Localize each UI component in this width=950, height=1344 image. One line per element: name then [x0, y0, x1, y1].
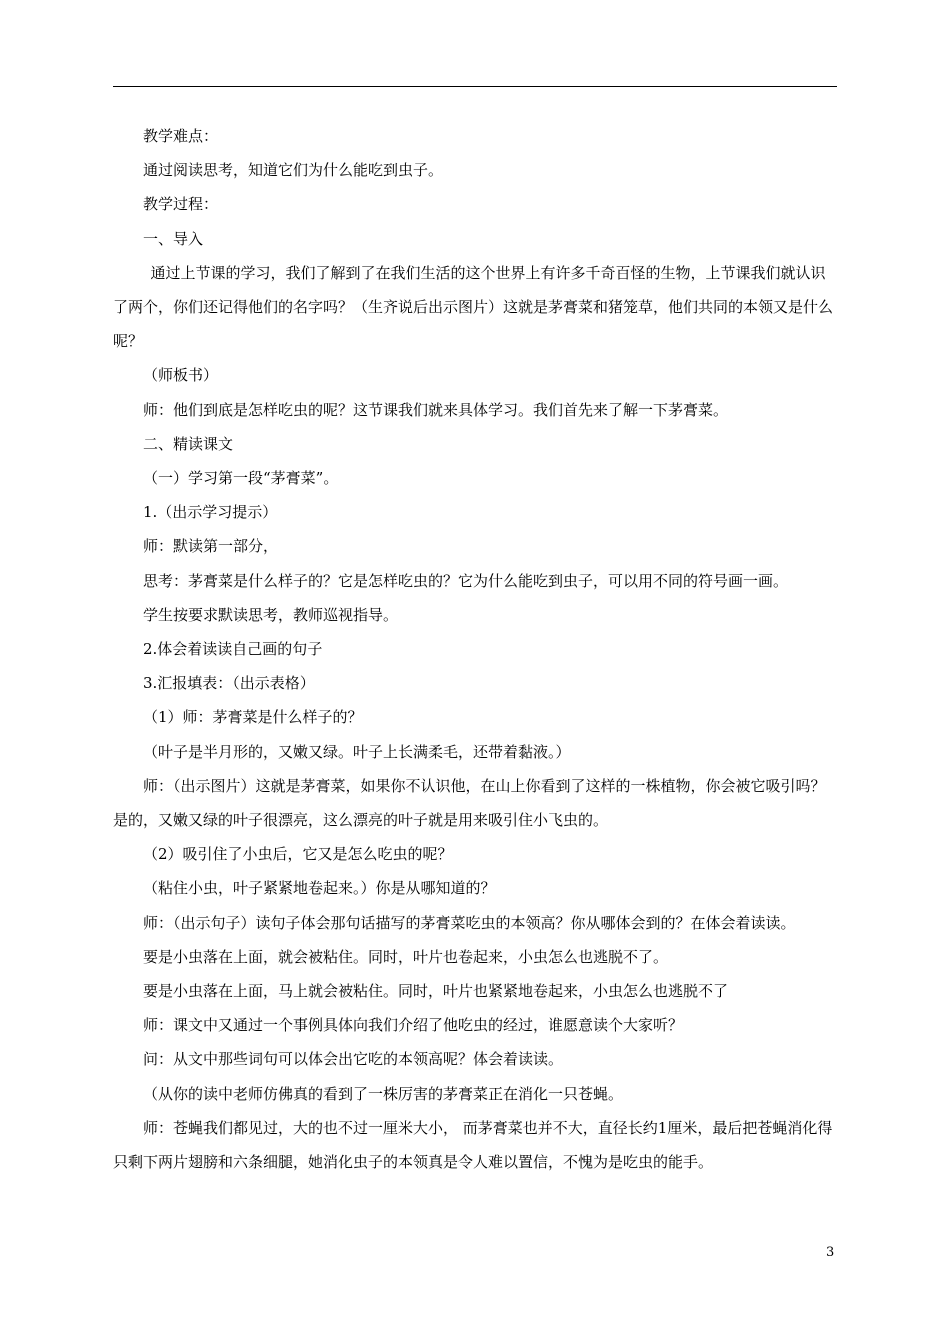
paragraph-thinking-prompt: 思考：茅膏菜是什么样子的？它是怎样吃虫的？它为什么能吃到虫子，可以用不同的符号画一画。 [143, 571, 789, 590]
paragraph-sentence-a: 要是小虫落在上面，就会被粘住。同时，叶片也卷起来，小虫怎么也逃脱不了。 [143, 947, 669, 966]
paragraph-step-one: 1.（出示学习提示） [143, 503, 278, 522]
document-body [113, 119, 837, 1179]
paragraph-section-reading-heading: 二、精读课文 [143, 434, 234, 453]
page-number: 3 [826, 1245, 835, 1260]
paragraph-teaching-difficulty-heading: 教学难点： [143, 127, 219, 145]
paragraph-answer-one: （叶子是半月形的，又嫩又绿。叶子上长满柔毛，还带着黏液。） [143, 742, 571, 761]
paragraph-teacher-sentence: 师：（出示句子）读句子体会那句话描写的茅膏菜吃虫的本领高？你从哪体会到的？在体会着读读。 [143, 913, 796, 932]
paragraph-teacher-picture: 师：（出示图片）这就是茅膏菜，如果你不认识他，在山上你看到了这样的一株植物，你会被它吸引吗？是的，又嫩又绿的叶子很漂亮，这么漂亮的叶子就是用来吸引住小飞虫的。 [113, 776, 826, 830]
paragraph-silent-reading: 师：默读第一部分， [143, 537, 279, 556]
paragraph-step-three: 3.汇报填表：（出示表格） [143, 674, 315, 693]
paragraph-teacher-question: 师：他们到底是怎样吃虫的呢？这节课我们就来具体学习。我们首先来了解一下茅膏菜。 [143, 400, 729, 419]
header-rule [113, 86, 837, 87]
paragraph-step-two: 2.体会着读读自己画的句子 [143, 640, 323, 659]
paragraph-teaching-difficulty: 通过阅读思考，知道它们为什么能吃到虫子。 [143, 161, 444, 180]
paragraph-teacher-fly: 师：苍蝇我们都见过，大的也不过一厘米大小， 而茅膏菜也并不大，直径长约1厘米，最后把苍蝇消化得只剩下两片翅膀和六条细腿，她消化虫子的本领真是令人难以置信，不愧为是吃虫的能手。 [113, 1118, 833, 1172]
paragraph-question-two: （2）吸引住了小虫后，它又是怎么吃虫的呢？ [143, 845, 453, 864]
paragraph-student-activity: 学生按要求默读思考，教师巡视指导。 [143, 605, 399, 624]
paragraph-question-words: 问：从文中那些词句可以体会出它吃的本领高呢？体会着读读。 [143, 1050, 564, 1069]
paragraph-teaching-process-heading: 教学过程： [143, 195, 219, 214]
paragraph-teacher-example: 师：课文中又通过一个事例具体向我们介绍了他吃虫的经过，谁愿意读个大家听？ [143, 1016, 684, 1035]
paragraph-question-one: （1）师：茅膏菜是什么样子的？ [143, 708, 363, 727]
paragraph-subsection-one-heading: （一）学习第一段“茅膏菜”。 [143, 469, 339, 488]
paragraph-intro-text: 通过上节课的学习，我们了解到了在我们生活的这个世界上有许多千奇百怪的生物，上节课我们就认识了两个，你们还记得他们的名字吗？（生齐说后出示图片）这就是茅膏菜和猪笼草，他们共同的本领又是什么呢？ [113, 263, 834, 351]
paragraph-board-note: （师板书） [143, 366, 219, 385]
paragraph-sentence-b: 要是小虫落在上面，马上就会被粘住。同时，叶片也紧紧地卷起来，小虫怎么也逃脱不了 [143, 982, 729, 1001]
paragraph-reading-feedback: （从你的读中老师仿佛真的看到了一株厉害的茅膏菜正在消化一只苍蝇。 [143, 1084, 624, 1103]
paragraph-section-intro-heading: 一、导入 [143, 229, 204, 248]
paragraph-answer-two: （粘住小虫，叶子紧紧地卷起来。）你是从哪知道的？ [143, 879, 496, 898]
